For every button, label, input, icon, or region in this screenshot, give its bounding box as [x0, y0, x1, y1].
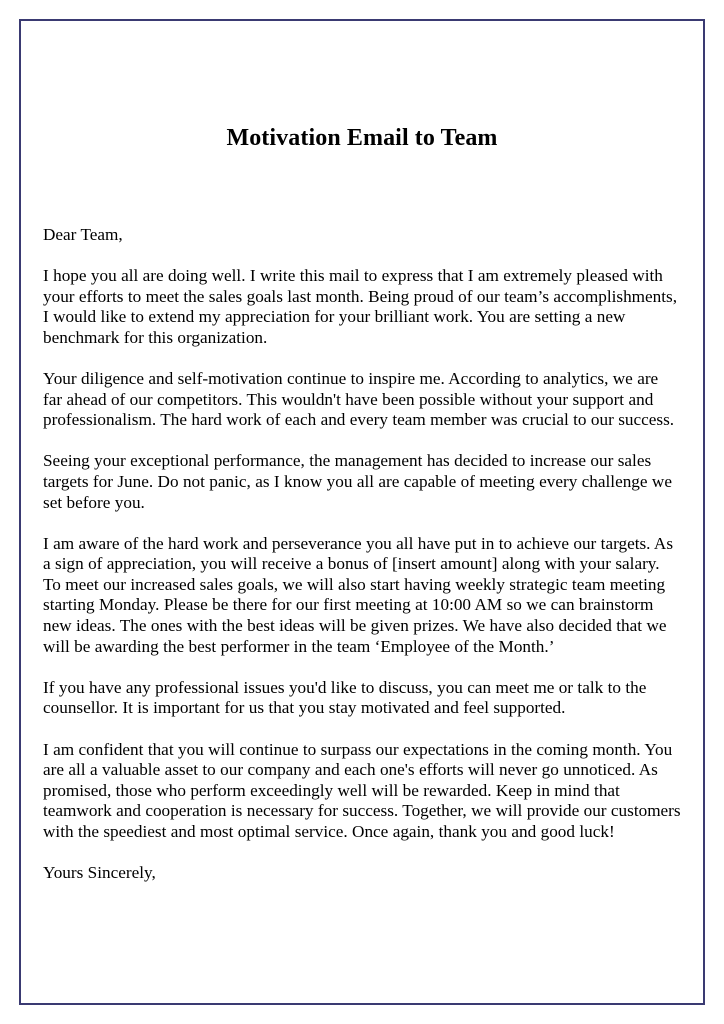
- body-paragraph: Seeing your exceptional performance, the management has decided to increase our sales targets for June. Do not panic, as I know you all are capable of meeting every challenge we set before you.: [43, 451, 672, 512]
- body-paragraph: I am aware of the hard work and perseverance you all have put in to achieve our targets. As a sign of appreciation, you will receive a bonus of [insert amount] along with your salary. To meet our increased sales goals, we will also start having weekly strategic team meeting starting Monday. Please be there for our first meeting at 10:00 AM so we can brainstorm new ideas. The ones with the best ideas will be given prizes. We have also decided that we will be awarding the best performer in the team ‘Employee of the Month.’: [43, 533, 674, 656]
- salutation: Dear Team,: [43, 224, 123, 244]
- document-title: Motivation Email to Team: [226, 125, 498, 151]
- body-paragraph: I hope you all are doing well. I write this mail to express that I am extremely pleased with your efforts to meet the sales goals last month. Being proud of our team’s accomplishments, I would like to extend my appreciation for your brilliant work. You are setting a new benchmark for this organization.: [43, 265, 678, 347]
- body-paragraph: If you have any professional issues you'd like to discuss, you can meet me or talk to the counsellor. It is important for us that you stay motivated and feel supported.: [43, 677, 647, 718]
- letter-body: [43, 153, 681, 884]
- body-paragraph: I am confident that you will continue to surpass our expectations in the coming month. You are all a valuable asset to our company and each one's efforts will never go unnoticed. As promised, those who perform exceedingly well will be rewarded. Keep in mind that teamwork and cooperation is necessary for success. Together, we will provide our customers with the speediest and most optimal service. Once again, thank you and good luck!: [43, 739, 681, 842]
- letter-content: [43, 0, 681, 884]
- body-paragraph: Your diligence and self-motivation continue to inspire me. According to analytics, we are far ahead of our competitors. This wouldn't have been possible without your support and professionalism. The hard work of each and every team member was crucial to our success.: [43, 368, 675, 430]
- signoff: Yours Sincerely,: [43, 863, 156, 883]
